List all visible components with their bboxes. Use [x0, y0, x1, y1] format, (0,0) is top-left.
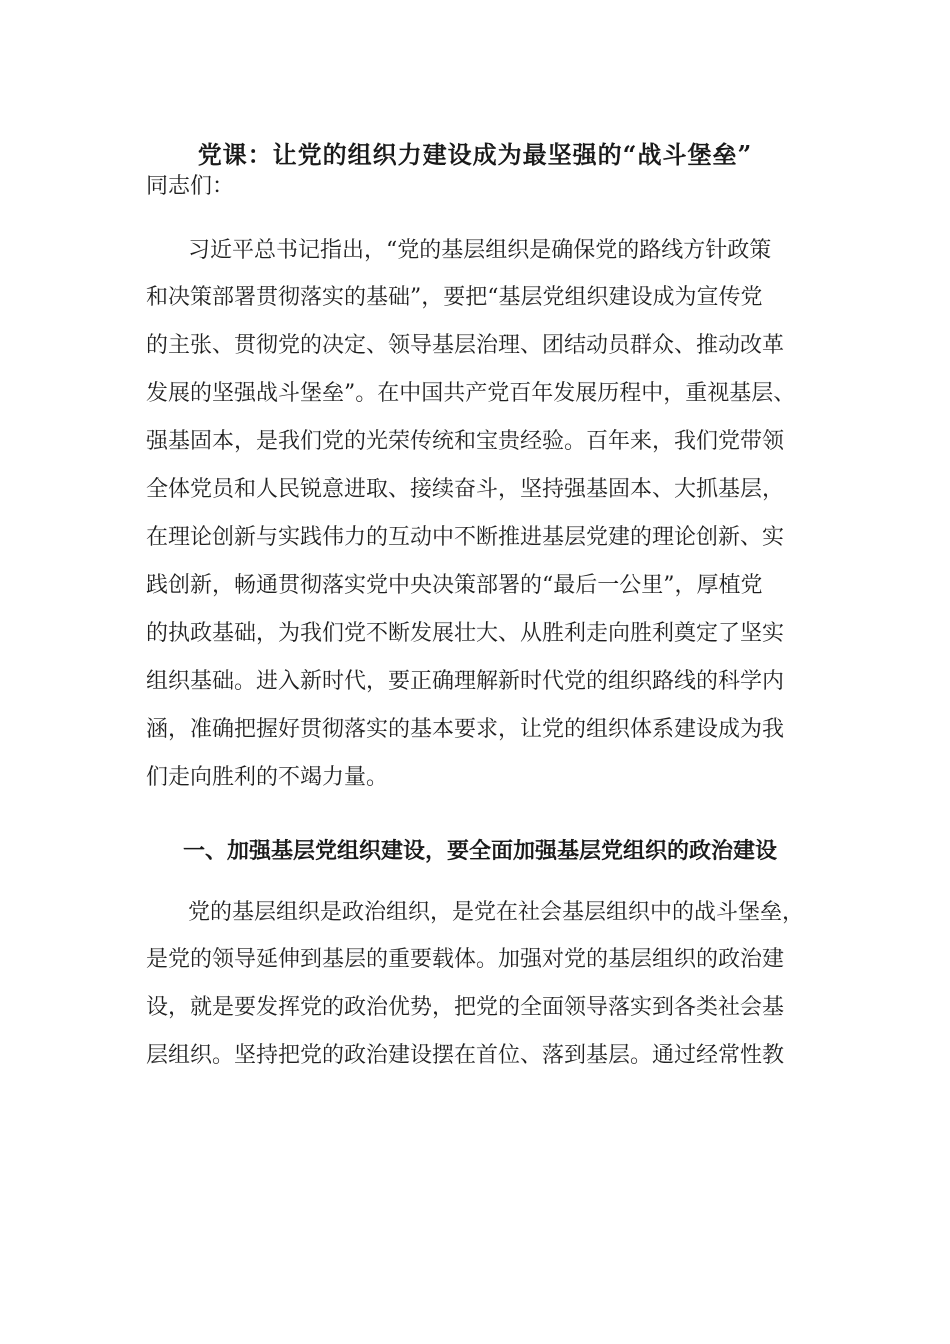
- salutation: 同志们：: [146, 174, 235, 199]
- paragraph-line: 和决策部署贯彻落实的基础”，要把“基层党组织建设成为宣传党: [146, 285, 763, 310]
- section-heading: 一、加强基层党组织建设，要全面加强基层党组织的政治建设: [183, 838, 778, 864]
- paragraph-line: 的主张、贯彻党的决定、领导基层治理、团结动员群众、推动改革: [146, 333, 785, 358]
- paragraph-line: 是党的领导延伸到基层的重要载体。加强对党的基层组织的政治建: [146, 947, 785, 972]
- paragraph-line: 组织基础。进入新时代，要正确理解新时代党的组织路线的科学内: [146, 669, 785, 694]
- paragraph-line: 们走向胜利的不竭力量。: [146, 765, 389, 790]
- paragraph-line: 在理论创新与实践伟力的互动中不断推进基层党建的理论创新、实: [146, 525, 785, 550]
- paragraph-line: 强基固本，是我们党的光荣传统和宝贵经验。百年来，我们党带领: [146, 429, 785, 454]
- paragraph-line: 的执政基础，为我们党不断发展壮大、从胜利走向胜利奠定了坚实: [146, 621, 785, 646]
- document-title: 党课：让党的组织力建设成为最坚强的“战斗堡垒”: [197, 140, 753, 169]
- paragraph-line: 层组织。坚持把党的政治建设摆在首位、落到基层。通过经常性教: [146, 1043, 785, 1068]
- paragraph-line: 党的基层组织是政治组织，是党在社会基层组织中的战斗堡垒，: [188, 900, 805, 925]
- paragraph-line: 涵，准确把握好贯彻落实的基本要求，让党的组织体系建设成为我: [146, 717, 785, 742]
- paragraph-line: 践创新，畅通贯彻落实党中央决策部署的“最后一公里”，厚植党: [146, 573, 763, 598]
- paragraph-line: 习近平总书记指出，“党的基层组织是确保党的路线方针政策: [188, 238, 772, 263]
- paragraph-line: 全体党员和人民锐意进取、接续奋斗，坚持强基固本、大抓基层，: [146, 477, 785, 502]
- paragraph-line: 设，就是要发挥党的政治优势，把党的全面领导落实到各类社会基: [146, 995, 785, 1020]
- paragraph-line: 发展的坚强战斗堡垒”。在中国共产党百年发展历程中，重视基层、: [146, 381, 796, 406]
